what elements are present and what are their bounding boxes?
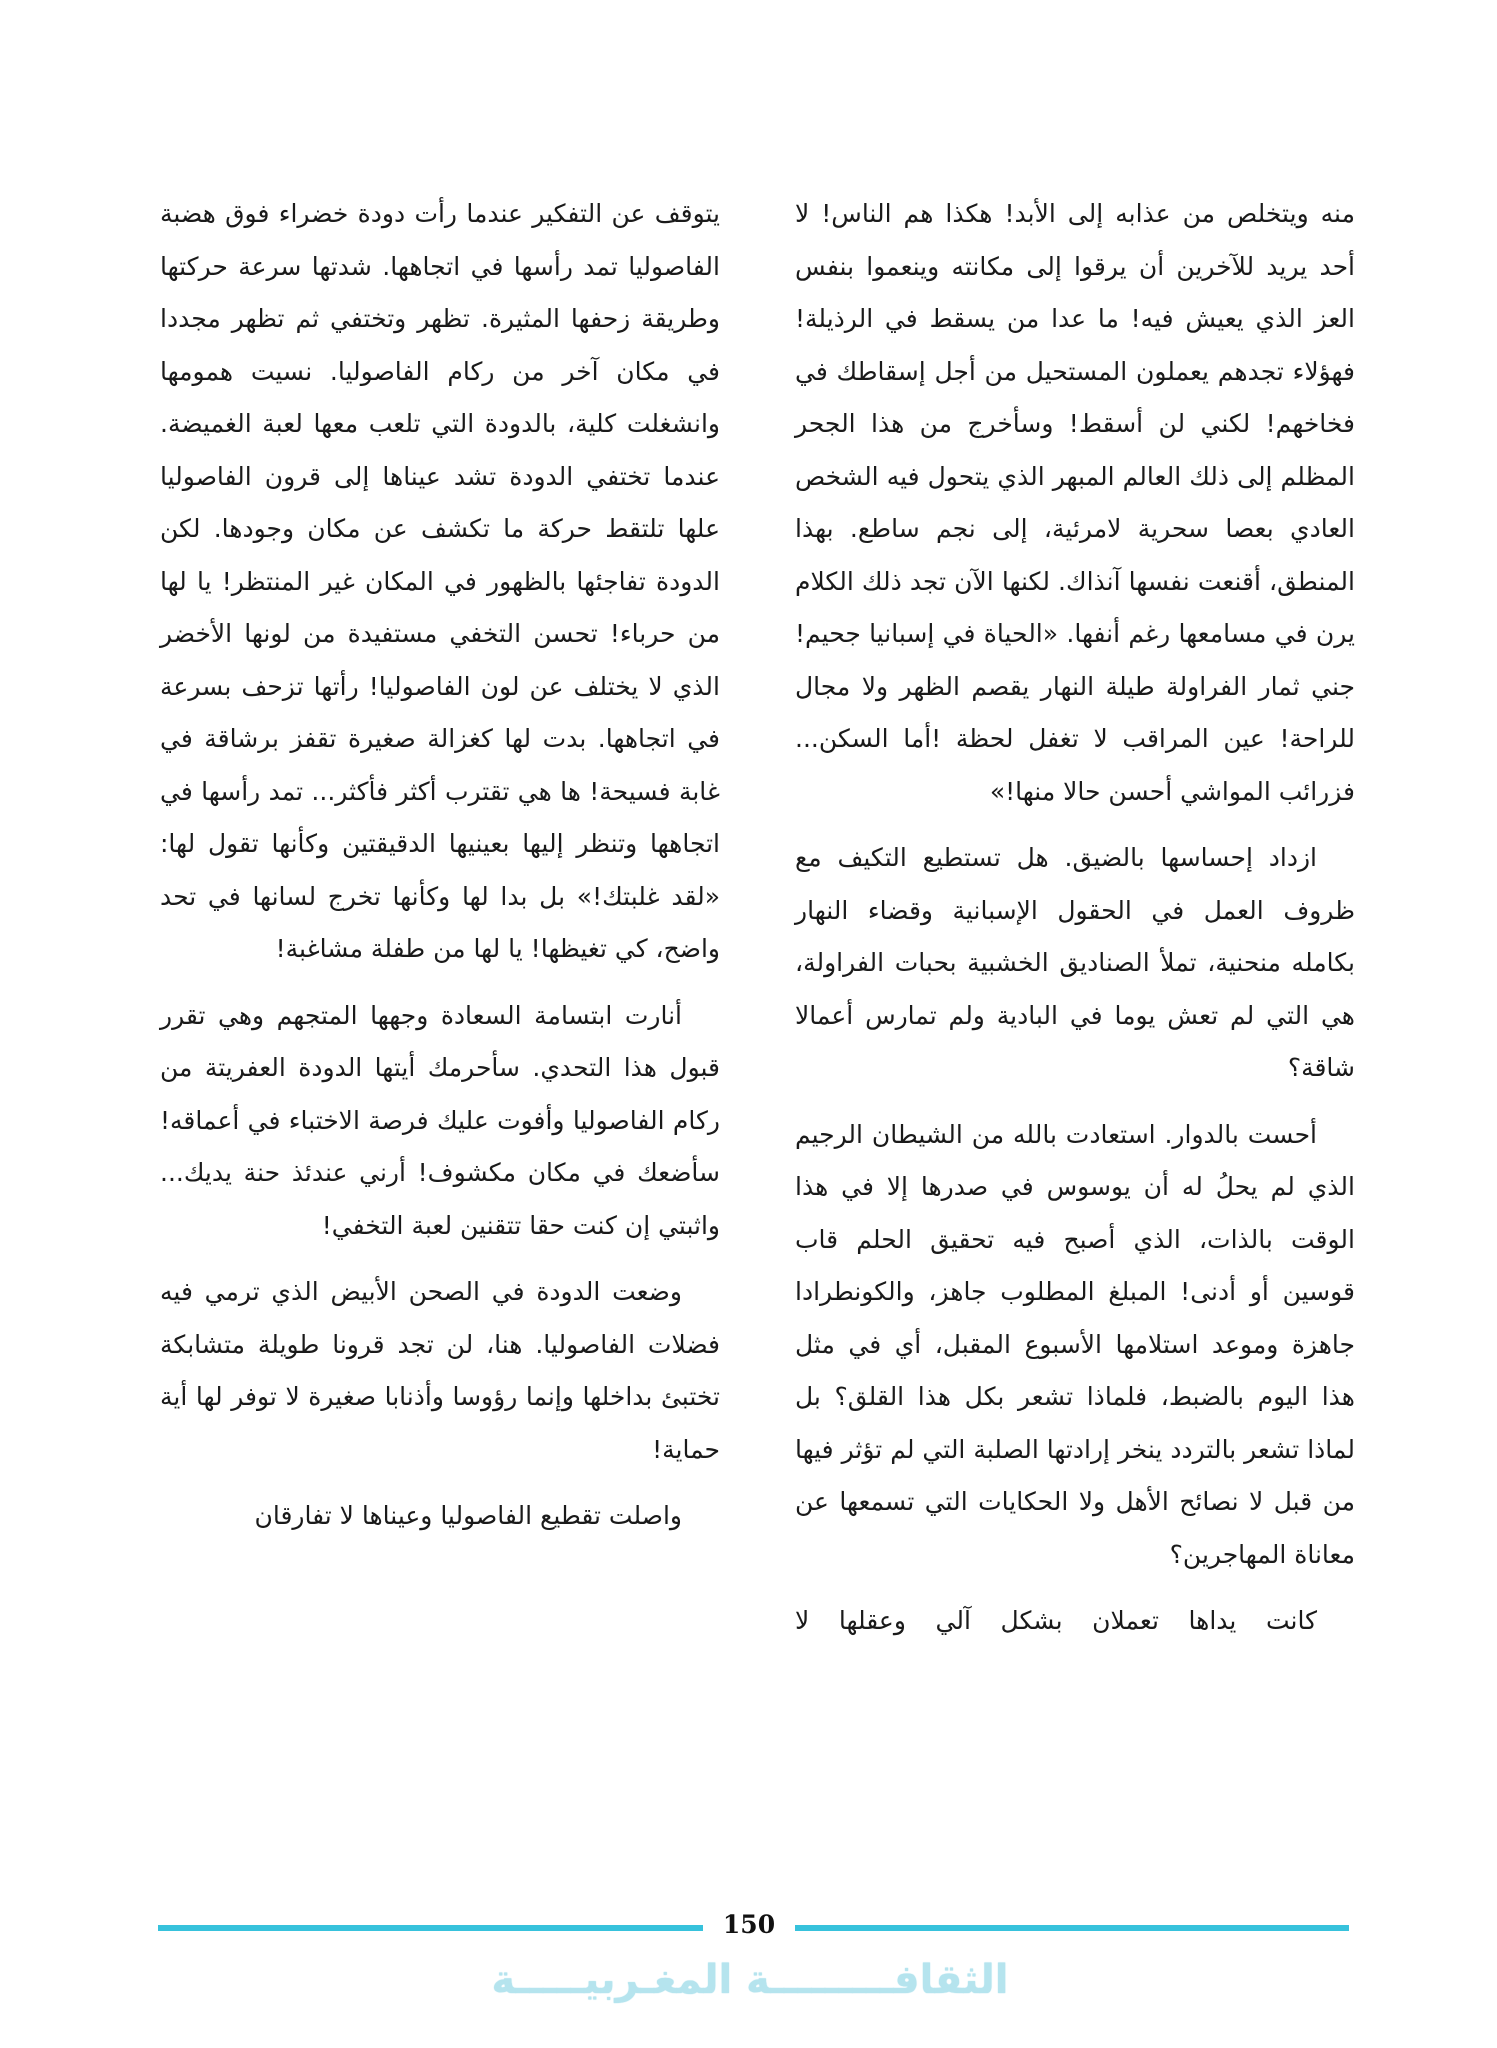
paragraph: وضعت الدودة في الصحن الأبيض الذي ترمي فيه فضلات الفاصوليا. هنا، لن تجد قرونا طويلة متشابكة تختبئ بداخلها وإنما رؤوسا وأذنابا صغيرة لا توفر لها أية حماية! bbox=[160, 1277, 720, 1464]
paragraph: أحست بالدوار. استعادت بالله من الشيطان الرجيم الذي لم يحلُ له أن يوسوس في صدرها إلا في هذا الوقت بالذات، الذي أصبح فيه تحقيق الحلم قاب قوسين أو أدنى! المبلغ المطلوب جاهز، والكونطرادا جاهزة وموعد استلامها الأسبوع المقبل، أي في مثل هذا اليوم بالضبط، فلماذا تشعر بكل هذا القلق؟ بل لماذا تشعر بالتردد ينخر إرادتها الصلبة التي لم تؤثر فيها من قبل لا نصائح الأهل ولا الحكايات التي تسمعها عن معاناة المهاجرين؟ bbox=[795, 1119, 1355, 1569]
page-number: 150 bbox=[722, 1910, 776, 1939]
footer-divider-left bbox=[158, 1925, 703, 1931]
paragraph: أنارت ابتسامة السعادة وجهها المتجهم وهي تقرر قبول هذا التحدي. سأحرمك أيتها الدودة العفريتة من ركام الفاصوليا وأفوت عليك فرصة الاختباء في أعماقه! سأضعك في مكان مكشوف! أرني عندئذ حنة يديك... واثبتي إن كنت حقا تتقنين لعبة التخفي! bbox=[160, 1000, 720, 1240]
left-text-column bbox=[160, 188, 720, 1557]
footer-divider-right bbox=[795, 1925, 1349, 1931]
paragraph: كانت يداها تعملان بشكل آلي وعقلها لا bbox=[795, 1606, 1317, 1635]
paragraph: يتوقف عن التفكير عندما رأت دودة خضراء فوق هضبة الفاصوليا تمد رأسها في اتجاهها. شدتها سرعة حركتها وطريقة زحفها المثيرة. تظهر وتختفي ثم تظهر مجددا في مكان آخر من ركام الفاصوليا. نسيت همومها وانشغلت كلية، بالدودة التي تلعب معها لعبة الغميضة. عندما تختفي الدودة تشد عيناها إلى قرون الفاصوليا علها تلتقط حركة ما تكشف عن مكان وجودها. لكن الدودة تفاجئها بالظهور في المكان غير المنتظر! يا لها من حرباء! تحسن التخفي مستفيدة من لونها الأخضر الذي لا يختلف عن لون الفاصوليا! رأتها تزحف بسرعة في اتجاهها. بدت لها كغزالة صغيرة تقفز برشاقة في غابة فسيحة! ها هي تقترب أكثر فأكثر... تمد رأسها في اتجاهها وتنظر إليها بعينيها الدقيقتين وكأنها تقول لها: «لقد غلبتك!» بل بدا لها وكأنها تخرج لسانها في تحد واضح، كي تغيظها! يا لها من طفلة مشاغبة! bbox=[160, 199, 720, 963]
magazine-logo: الثقافـــــــــة المغـربيـــــة bbox=[491, 1957, 1009, 2003]
paragraph: واصلت تقطيع الفاصوليا وعيناها لا تفارقان bbox=[254, 1501, 682, 1530]
paragraph: منه ويتخلص من عذابه إلى الأبد! هكذا هم الناس! لا أحد يريد للآخرين أن يرقوا إلى مكانته وينعموا بنفس العز الذي يعيش فيه! ما عدا من يسقط في الرذيلة! فهؤلاء تجدهم يعملون المستحيل من أجل إسقاطك في فخاخهم! لكني لن أسقط! وسأخرج من هذا الجحر المظلم إلى ذلك العالم المبهر الذي يتحول فيه الشخص العادي بعصا سحرية لامرئية، إلى نجم ساطع. بهذا المنطق، أقنعت نفسها آنذاك. لكنها الآن تجد ذلك الكلام يرن في مسامعها رغم أنفها. «الحياة في إسبانيا جحيم! جني ثمار الفراولة طيلة النهار يقصم الظهر ولا مجال للراحة! عين المراقب لا تغفل لحظة !أما السكن... فزرائب المواشي أحسن حالا منها!» bbox=[795, 199, 1355, 806]
right-text-column bbox=[795, 188, 1355, 1662]
paragraph: ازداد إحساسها بالضيق. هل تستطيع التكيف مع ظروف العمل في الحقول الإسبانية وقضاء النهار بكامله منحنية، تملأ الصناديق الخشبية بحبات الفراولة، هي التي لم تعش يوما في البادية ولم تمارس أعمالا شاقة؟ bbox=[795, 843, 1355, 1082]
